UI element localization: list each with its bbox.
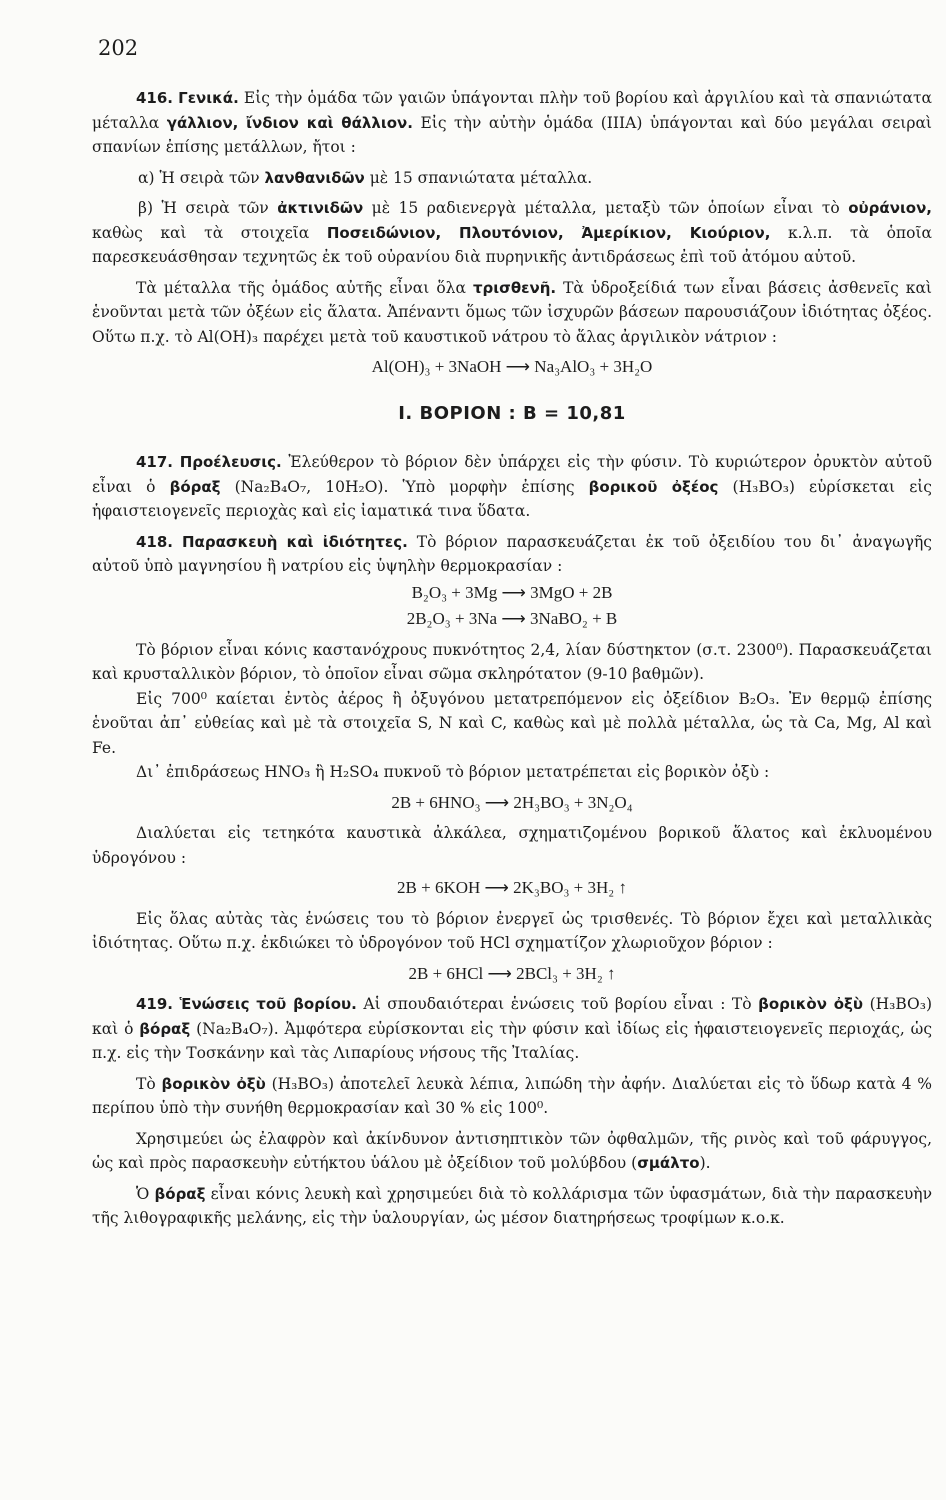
- paragraph: Εἰς ὅλας αὐτὰς τὰς ἑνώσεις του τὸ βόριον ἐνεργεῖ ὡς τρισθενές. Τὸ βόριον ἔχει καὶ μεταλλικὰς ἰδιότητας. Οὕτω π.χ. ἐκδιώκει τὸ ὑδρογόνον τοῦ HCl σχηματίζον χλωριοῦχον βόριον :: [92, 909, 932, 952]
- section-number: 418.: [136, 532, 174, 551]
- chemical-equation: 2B + 6HNO₃ ⟶ 2H₃BO₃ + 3N₂O₄: [391, 792, 633, 812]
- paragraph: Ὁ βόραξ εἶναι κόνις λευκὴ καὶ χρησιμεύει διὰ τὸ κολλάρισμα τῶν ὑφασμάτων, διὰ τὴν παρασκευὴν τῆς λιθογραφικῆς μελάνης, εἰς τὴν ὑαλουργίαν, ὡς μέσον διατηρήσεως τροφίμων κ.ο.κ.: [92, 1184, 933, 1227]
- section-heading: Ι. ΒΟΡΙΟΝ : B = 10,81: [398, 402, 626, 424]
- section-419: 419. Ἑνώσεις τοῦ βορίου. Αἱ σπουδαιότεραι ἑνώσεις τοῦ βορίου εἶναι : Τὸ βορικὸν ὀξὺ (H₃BO₃) καὶ ὁ βόραξ (Na₂B₄O₇). Ἀμφότερα εὑρίσκονται εἰς τὴν φύσιν καὶ ἰδίως εἰς ἡφαιστειογενεῖς περιοχάς, ὡς π.χ. εἰς τὴν Τοσκάνην καὶ τὰς Λιπαρίους νήσους τῆς Ἰταλίας.: [92, 995, 932, 1062]
- paragraph: Δι᾽ ἐπιδράσεως HNO₃ ἢ H₂SO₄ πυκνοῦ τὸ βόριον μετατρέπεται εἰς βορικὸν ὀξὺ :: [136, 763, 770, 781]
- paragraph: Χρησιμεύει ὡς ἐλαφρὸν καὶ ἀκίνδυνον ἀντισηπτικὸν τῶν ὀφθαλμῶν, τῆς ρινὸς καὶ τοῦ φάρυγγος, ὡς καὶ πρὸς παρασκευὴν εὐτήκτου ὑάλου μὲ ὀξείδιον τοῦ μολύβδου (σμάλτο).: [92, 1129, 932, 1172]
- section-title: Ἑνώσεις τοῦ βορίου.: [179, 995, 357, 1013]
- chemical-equation: B₂O₃ + 3Mg ⟶ 3MgO + 2B: [411, 582, 613, 602]
- section-number: 417.: [136, 453, 174, 471]
- section-title: Παρασκευὴ καὶ ἰδιότητες.: [182, 532, 408, 551]
- chemical-equation: 2B₂O₃ + 3Na ⟶ 3NaBO₂ + B: [406, 609, 618, 628]
- chemical-equation: 2B + 6KOH ⟶ 2K₃BO₃ + 3H₂ ↑: [397, 878, 627, 897]
- page-content: [92, 86, 932, 1231]
- paragraph: Τὸ βόριον εἶναι κόνις καστανόχρους πυκνότητος 2,4, λίαν δύστηκτον (σ.τ. 2300⁰). Παρασκευάζεται καὶ κρυσταλλικὸν βόριον, τὸ ὁποῖον εἶναι σῶμα σκληρότατον (9-10 βαθμῶν).: [92, 640, 932, 683]
- section-number: 419.: [136, 995, 174, 1013]
- chemical-equation: Al(OH)₃ + 3NaOH ⟶ Na₃AlO₃ + 3H₂O: [371, 357, 653, 376]
- section-417: 417. Προέλευσις. Ἐλεύθερον τὸ βόριον δὲν ὑπάρχει εἰς τὴν φύσιν. Τὸ κυριώτερον ὀρυκτὸν αὐτοῦ εἶναι ὁ βόραξ (Na₂B₄O₇, 10H₂O). Ὑπὸ μορφὴν ἐπίσης βορικοῦ ὀξέος (H₃BO₃) εὑρίσκεται εἰς ἡφαιστειογενεῖς περιοχὰς καὶ εἰς ἰαματικά τινα ὕδατα.: [92, 453, 933, 520]
- paragraph: Τὸ βορικὸν ὀξὺ (H₃BO₃) ἀποτελεῖ λευκὰ λέπια, λιπώδη τὴν ἀφήν. Διαλύεται εἰς τὸ ὕδωρ κατὰ 4 % περίπου ὑπὸ τὴν συνήθη θερμοκρασίαν καὶ 30 % εἰς 100⁰.: [92, 1074, 932, 1117]
- paragraph: Τὰ μέταλλα τῆς ὁμάδος αὐτῆς εἶναι ὅλα τρισθενῆ. Τὰ ὑδροξείδιά των εἶναι βάσεις ἀσθενεῖς καὶ ἑνοῦνται μετὰ τῶν ὀξέων εἰς ἅλατα. Ἀπέναντι ὅμως τῶν ἰσχυρῶν βάσεων παρουσιάζουν ἰδιότητας ὀξέος. Οὕτω π.χ. τὸ Al(OH)₃ παρέχει μετὰ τοῦ καυστικοῦ νάτρου τὸ ἅλας ἀργιλικὸν νάτριον :: [92, 278, 932, 346]
- section-416-intro: 416. Γενικά. Εἰς τὴν ὁμάδα τῶν γαιῶν ὑπάγονται πλὴν τοῦ βορίου καὶ ἀργιλίου καὶ τὰ σπανιώτατα μέταλλα γάλλιον, ἴνδιον καὶ θάλλιον. Εἰς τὴν αὐτὴν ὁμάδα (IIIΑ) ὑπάγονται καὶ δύο μεγάλαι σειραὶ σπανίων ἐπίσης μετάλλων, ἤτοι :: [92, 89, 932, 156]
- section-number: 416.: [136, 89, 174, 107]
- section-418: 418. Παρασκευὴ καὶ ἰδιότητες. Τὸ βόριον παρασκευάζεται ἐκ τοῦ ὀξειδίου του δι᾽ ἀναγωγῆς αὐτοῦ ὑπὸ μαγνησίου ἢ νατρίου εἰς ὑψηλὴν θερμοκρασίαν :: [92, 532, 932, 575]
- chemical-equation: 2B + 6HCl ⟶ 2BCl₃ + 3H₂ ↑: [408, 963, 616, 983]
- section-title: Γενικά.: [178, 89, 239, 107]
- list-item-b: β) Ἡ σειρὰ τῶν ἀκτινιδῶν μὲ 15 ραδιενεργὰ μέταλλα, μεταξὺ τῶν ὁποίων εἶναι τὸ οὐράνιον, καθὼς καὶ τὰ στοιχεῖα Ποσειδώνιον, Πλουτόνιον, Ἀμερίκιον, Κιούριον, κ.λ.π. τὰ ὁποῖα παρεσκευάσθησαν τεχνητῶς ἐκ τοῦ οὐρανίου διὰ πυρηνικῆς ἀντιδράσεως ἐπὶ τοῦ ἀτόμου αὐτοῦ.: [92, 199, 933, 266]
- list-item-a: α) Ἡ σειρὰ τῶν λανθανιδῶν μὲ 15 σπανιώτατα μέταλλα.: [138, 168, 593, 187]
- section-title: Προέλευσις.: [179, 453, 282, 471]
- paragraph: Διαλύεται εἰς τετηκότα καυστικὰ ἀλκάλεα, σχηματιζομένου βορικοῦ ἅλατος καὶ ἐκλυομένου ὑδρογόνου :: [92, 824, 932, 867]
- page-number: 202: [98, 36, 139, 60]
- paragraph: Εἰς 700⁰ καίεται ἐντὸς ἀέρος ἢ ὀξυγόνου μετατρεπόμενον εἰς ὀξείδιον B₂O₃. Ἐν θερμῷ ἐπίσης ἑνοῦται ἀπ᾽ εὐθείας καὶ μὲ τὰ στοιχεῖα S, N καὶ C, καθὼς καὶ μὲ πολλὰ μέταλλα, ὡς τὰ Ca, Mg, Al καὶ Fe.: [92, 689, 932, 757]
